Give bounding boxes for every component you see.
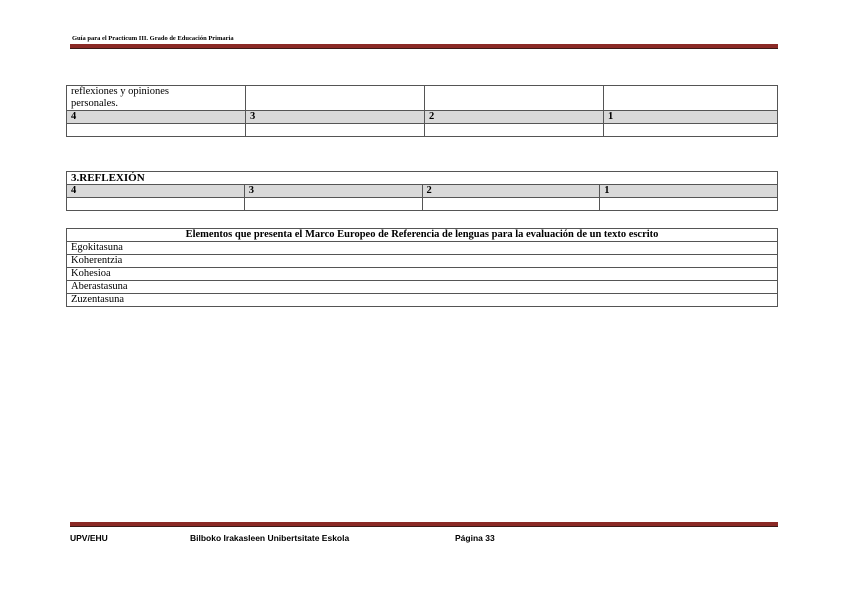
table-cell bbox=[604, 124, 778, 137]
section-title: 3.REFLEXIÓN bbox=[67, 172, 778, 185]
element-item: Egokitasuna bbox=[67, 242, 778, 255]
table-row bbox=[67, 86, 778, 111]
rubric-table-continued bbox=[66, 85, 778, 137]
table-row bbox=[67, 294, 778, 307]
table-cell bbox=[422, 198, 600, 211]
table-row bbox=[67, 124, 778, 137]
footer-school: Bilboko Irakasleen Unibertsitate Eskola bbox=[190, 533, 350, 543]
footer-institution: UPV/EHU bbox=[70, 533, 108, 543]
header-title: Guía para el Practicum III. Grado de Educación Primaria bbox=[72, 35, 234, 42]
element-item: Kohesioa bbox=[67, 268, 778, 281]
table-cell bbox=[67, 124, 246, 137]
table-title-row bbox=[67, 172, 778, 185]
mcer-elements-table bbox=[66, 228, 778, 307]
table-heading-row bbox=[67, 229, 778, 242]
score-row bbox=[67, 185, 778, 198]
table-cell bbox=[246, 124, 425, 137]
footer-rule bbox=[70, 522, 778, 527]
score-row bbox=[67, 111, 778, 124]
score-label: 2 bbox=[422, 185, 600, 198]
header-rule bbox=[70, 44, 778, 49]
table-cell bbox=[425, 86, 604, 111]
table-cell bbox=[600, 198, 778, 211]
table-cell bbox=[67, 198, 245, 211]
score-label: 1 bbox=[604, 111, 778, 124]
reflexion-table bbox=[66, 171, 778, 211]
table-cell bbox=[246, 86, 425, 111]
cell-text-line: personales. bbox=[71, 98, 118, 109]
table-row bbox=[67, 255, 778, 268]
score-label: 2 bbox=[425, 111, 604, 124]
table-row bbox=[67, 198, 778, 211]
element-item: Koherentzia bbox=[67, 255, 778, 268]
score-label: 1 bbox=[600, 185, 778, 198]
score-label: 3 bbox=[244, 185, 422, 198]
table-row bbox=[67, 268, 778, 281]
score-label: 4 bbox=[67, 185, 245, 198]
cell-text-line: reflexiones y opiniones bbox=[71, 86, 169, 97]
score-label: 3 bbox=[246, 111, 425, 124]
element-item: Aberastasuna bbox=[67, 281, 778, 294]
table-heading: Elementos que presenta el Marco Europeo de Referencia de lenguas para la evaluación de un texto escrito bbox=[67, 229, 778, 242]
table-cell bbox=[425, 124, 604, 137]
table-cell bbox=[244, 198, 422, 211]
element-item: Zuzentasuna bbox=[67, 294, 778, 307]
table-row bbox=[67, 242, 778, 255]
table-cell bbox=[604, 86, 778, 111]
table-cell bbox=[67, 86, 246, 111]
page-number: Página 33 bbox=[455, 533, 495, 543]
score-label: 4 bbox=[67, 111, 246, 124]
table-row bbox=[67, 281, 778, 294]
